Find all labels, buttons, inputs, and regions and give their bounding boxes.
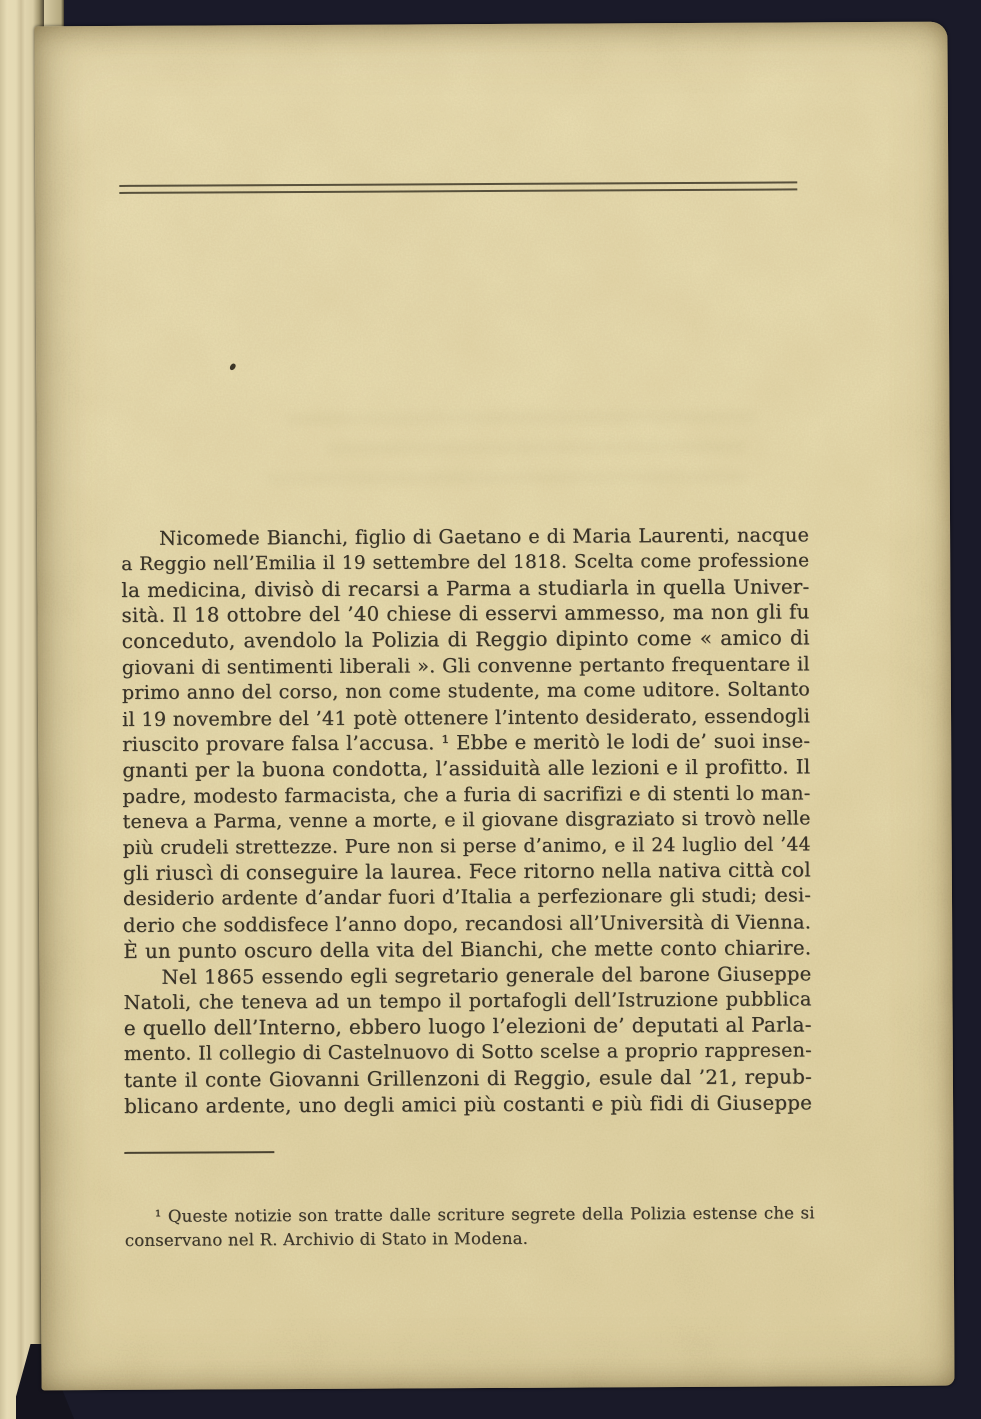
text-line: padre, modesto farmacista, che a furia di sacrifizi e di stenti lo man- xyxy=(122,781,811,808)
book-page xyxy=(34,22,954,1391)
text-line: la medicina, divisò di recarsi a Parma a studiarla in quella Univer- xyxy=(121,574,810,602)
footnote-line: ¹ Queste notizie son tratte dalle scriture segrete della Polizia estense che si xyxy=(154,1203,815,1226)
paragraph xyxy=(121,522,811,964)
footnote-line: conservano nel R. Archivio di Stato in Modena. xyxy=(124,1228,529,1250)
text-line: derio che soddisfece l’anno dopo, recandosi all’Università di Vienna. xyxy=(123,910,812,937)
text-line: primo anno del corso, non come studente, ma come uditore. Soltanto xyxy=(121,678,810,704)
text-line: il 19 novembre del ’41 potè ottenere l’intento desiderato, essendogli xyxy=(122,703,811,731)
text-line: Natoli, che teneva ad un tempo il portafogli dell’Istruzione pubblica xyxy=(123,987,812,1015)
text-line: riuscito provare falsa l’accusa. ¹ Ebbe e meritò le lodi de’ suoi inse- xyxy=(122,729,811,757)
text-line: più crudeli strettezze. Pure non si perse d’animo, e il 24 luglio del ’44 xyxy=(122,833,811,859)
footnote-rule xyxy=(124,1151,274,1154)
text-line: gnanti per la buona condotta, l’assiduità alle lezioni e il profitto. Il xyxy=(122,755,811,783)
text-line: conceduto, avendolo la Polizia di Reggio dipinto come « amico di xyxy=(121,625,810,654)
text-line: teneva a Parma, venne a morte, e il giovane disgraziato si trovò nelle xyxy=(122,807,811,833)
text-line: mento. Il collegio di Castelnuovo di Sotto scelse a proprio rappresen- xyxy=(123,1039,812,1065)
show-through-smudge xyxy=(267,471,747,486)
text-line: Nicomede Bianchi, figlio di Gaetano e di Maria Laurenti, nacque xyxy=(159,523,810,550)
ink-speck xyxy=(229,363,237,372)
text-line: Nel 1865 essendo egli segretario generale del barone Giuseppe xyxy=(161,961,812,989)
footnote xyxy=(125,1201,815,1252)
header-double-rule xyxy=(119,181,797,194)
text-line: desiderio ardente d’andar fuori d’Italia a perfezionare gli studi; desi- xyxy=(122,884,812,911)
text-line: gli riuscì di conseguire la laurea. Fece ritorno nella nativa città col xyxy=(122,858,811,886)
text-line: giovani di sentimenti liberali ». Gli convenne pertanto frequentare il xyxy=(121,652,810,679)
show-through-smudge xyxy=(286,411,756,425)
text-line: e quello dell’Interno, ebbero luogo l’elezioni de’ deputati al Parla- xyxy=(123,1012,812,1041)
body-paragraphs xyxy=(121,522,812,1119)
text-line: blicano ardente, uno degli amici più costanti e più fidi di Giuseppe xyxy=(124,1090,813,1118)
text-line: È un punto oscuro della vita del Bianchi, che mette conto chiarire. xyxy=(123,936,812,963)
paragraph xyxy=(123,961,812,1119)
text-line: sità. Il 18 ottobre del ’40 chiese di esservi ammesso, ma non gli fu xyxy=(121,600,810,628)
text-line: a Reggio nell’Emilia il 19 settembre del 1818. Scelta come professione xyxy=(121,550,810,575)
text-line: tante il conte Giovanni Grillenzoni di Reggio, esule dal ’21, repub- xyxy=(123,1065,813,1092)
show-through-smudge xyxy=(327,441,747,455)
